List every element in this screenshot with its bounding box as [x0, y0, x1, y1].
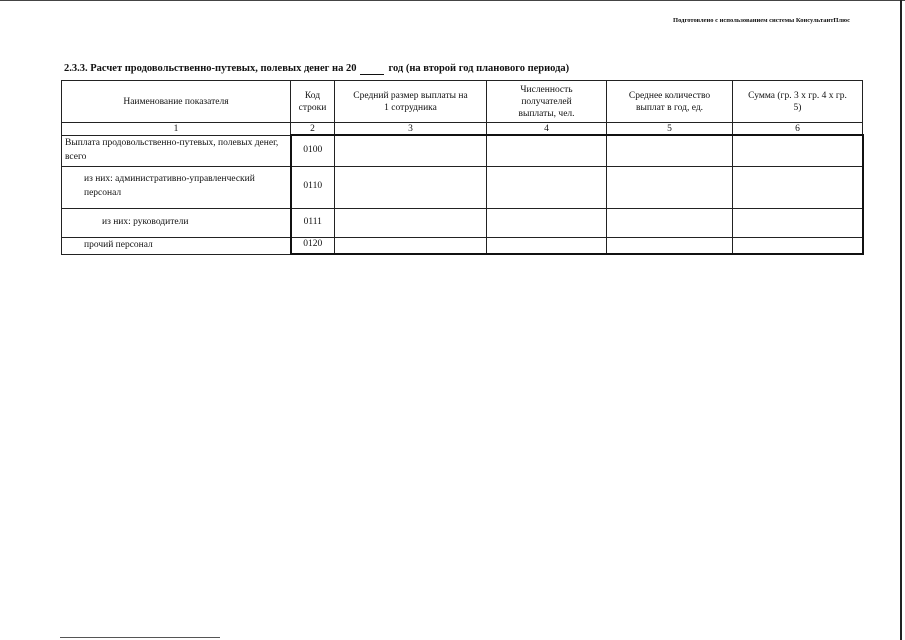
recipients-cell[interactable] [487, 135, 607, 166]
payments-per-year-cell[interactable] [607, 166, 733, 208]
col-header-code: Код строки [291, 81, 335, 123]
table-row [62, 166, 863, 208]
avg-payment-cell[interactable] [335, 135, 487, 166]
page-top-line [0, 0, 905, 1]
row-name: прочий персонал [62, 237, 291, 254]
recipients-cell[interactable] [487, 208, 607, 237]
col-number: 2 [291, 123, 335, 136]
row-code: 0120 [291, 237, 335, 254]
title-suffix: год (на второй год планового периода) [388, 63, 570, 74]
row-name: из них: руководители [62, 208, 291, 237]
payments-per-year-cell[interactable] [607, 208, 733, 237]
col-number: 1 [62, 123, 291, 136]
col-header-payments-per-year: Среднее количество выплат в год, ед. [607, 81, 733, 123]
year-blank[interactable] [360, 63, 384, 75]
avg-payment-cell[interactable] [335, 166, 487, 208]
payments-per-year-cell[interactable] [607, 135, 733, 166]
table-row [62, 237, 863, 254]
col-number: 6 [733, 123, 863, 136]
avg-payment-cell[interactable] [335, 237, 487, 254]
sum-cell[interactable] [733, 166, 863, 208]
recipients-cell[interactable] [487, 237, 607, 254]
title-prefix: 2.3.3. Расчет продовольственно-путевых, полевых денег на 20 [64, 63, 357, 74]
section-title [64, 63, 569, 75]
row-name: из них: административно-управленческий персонал [62, 166, 291, 208]
col-header-sum: Сумма (гр. 3 x гр. 4 x гр. 5) [733, 81, 863, 123]
recipients-cell[interactable] [487, 166, 607, 208]
column-numbers-row [62, 123, 863, 136]
col-number: 4 [487, 123, 607, 136]
payments-per-year-cell[interactable] [607, 237, 733, 254]
sum-cell[interactable] [733, 135, 863, 166]
row-code: 0111 [291, 208, 335, 237]
col-number: 5 [607, 123, 733, 136]
page-right-border [900, 0, 902, 640]
table-row [62, 135, 863, 166]
table-row [62, 208, 863, 237]
col-header-avg-payment: Средний размер выплаты на 1 сотрудника [335, 81, 487, 123]
avg-payment-cell[interactable] [335, 208, 487, 237]
footer-rule [60, 637, 220, 638]
col-number: 3 [335, 123, 487, 136]
row-code: 0110 [291, 166, 335, 208]
row-name: Выплата продовольственно-путевых, полевых денег, всего [62, 135, 291, 166]
sum-cell[interactable] [733, 208, 863, 237]
calculation-table [61, 80, 864, 255]
col-header-name: Наименование показателя [62, 81, 291, 123]
row-code: 0100 [291, 135, 335, 166]
prepared-note: Подготовлено с использованием системы КонсультантПлюс [673, 17, 850, 24]
sum-cell[interactable] [733, 237, 863, 254]
col-header-recipients: Численность получателей выплаты, чел. [487, 81, 607, 123]
table-header-row [62, 81, 863, 123]
